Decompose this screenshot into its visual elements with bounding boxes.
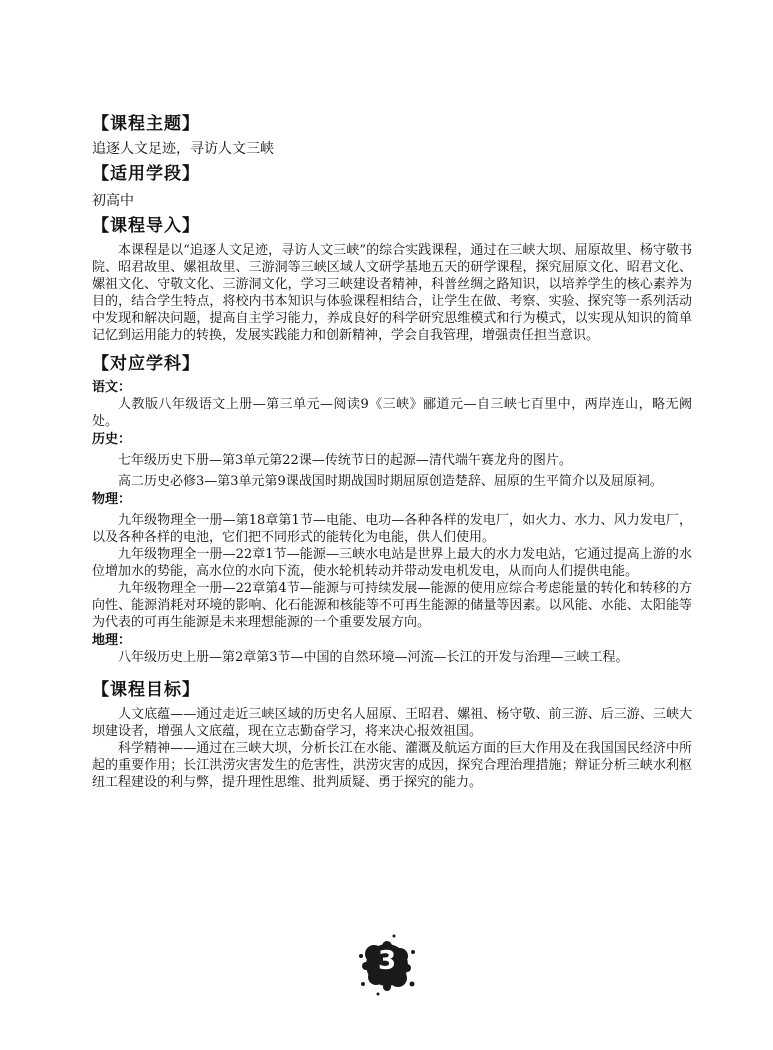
subject-geography-item: 八年级历史上册—第2章第3节—中国的自然环境—河流—长江的开发与治理—三峡工程。 (118, 650, 629, 665)
heading-subjects: 【对应学科】 (92, 354, 200, 374)
page-number-badge (354, 932, 420, 998)
subject-history-item-2: 高二历史必修3—第3单元第9课战国时期战国时期屈原创造楚辞、屈原的生平简介以及屈原祠。 (118, 474, 663, 489)
subject-physics-item-1: 九年级物理全一册—第18章第1节—电能、电功—各种各样的发电厂，如火力、水力、风力发电厂，以及各种各样的电池，它们把不同形式的能转化为电能，供人们使用。 (92, 513, 692, 545)
subject-physics-item-3: 九年级物理全一册—22章第4节—能源与可持续发展—能源的使用应综合考虑能量的转化和转移的方向性、能源消耗对环境的影响、化石能源和核能等不可再生能源的储量等因素。以风能、水能、太阳能等为代表的可再生能源是未来理想能源的一个重要发展方向。 (92, 581, 692, 630)
subject-chinese-item: 人教版八年级语文上册—第三单元—阅读9《三峡》郦道元—自三峡七百里中，两岸连山，略无阙处。 (92, 397, 692, 429)
heading-course-intro: 【课程导入】 (92, 216, 200, 236)
subject-label-chinese: 语文： (92, 380, 132, 395)
subject-history-item-1: 七年级历史下册—第3单元第22课—传统节日的起源—清代端午赛龙舟的图片。 (118, 453, 572, 468)
heading-course-theme: 【课程主题】 (92, 114, 200, 134)
subject-label-history: 历史： (92, 432, 132, 447)
subject-physics-item-2: 九年级物理全一册—22章1节—能源—三峡水电站是世界上最大的水力发电站，它通过提高上游的水位增加水的势能，高水位的水向下流，使水轮机转动并带动发电机发电，从而向人们提供电能。 (92, 547, 692, 579)
heading-course-goals: 【课程目标】 (92, 680, 200, 700)
document-page (92, 112, 692, 791)
course-goal-1: 人文底蕴——通过走近三峡区域的历史名人屈原、王昭君、嫘祖、杨守敬、前三游、后三游、三峡大坝建设者，增强人文底蕴，现在立志勤奋学习，将来决心报效祖国。 (92, 707, 692, 739)
subject-label-geography: 地理： (92, 633, 132, 648)
course-goal-2: 科学精神——通过在三峡大坝，分析长江在水能、灌溉及航运方面的巨大作用及在我国国民经济中所起的重要作用；长江洪涝灾害发生的危害性，洪涝灾害的成因，探究合理治理措施；辩证分析三峡水利枢纽工程建设的利与弊，提升理性思维、批判质疑、勇于探究的能力。 (92, 741, 692, 790)
applicable-level-text: 初高中 (92, 193, 134, 209)
course-theme-text: 追逐人文足迹，寻访人文三峡 (92, 141, 274, 157)
page-number: 3 (377, 946, 397, 976)
course-intro-text: 本课程是以“追逐人文足迹，寻访人文三峡”的综合实践课程，通过在三峡大坝、屈原故里、杨守敬书院、昭君故里、嫘祖故里、三游洞等三峡区域人文研学基地五天的研学课程，探究屈原文化、昭君文化、嫘祖文化、守敬文化、三游洞文化，学习三峡建设者精神，科普丝绸之路知识，以培养学生的核心素养为目的，结合学生特点，将校内书本知识与体验课程相结合，让学生在做、考察、实验、探究等一系列活动中发现和解决问题，提高自主学习能力，养成良好的科学研究思维模式和行为模式，以实现从知识的简单记忆到运用能力的转换，发展实践能力和创新精神，学会自我管理，增强责任担当意识。 (92, 243, 692, 343)
heading-applicable-level: 【适用学段】 (92, 164, 200, 184)
subject-label-physics: 物理： (92, 492, 132, 507)
